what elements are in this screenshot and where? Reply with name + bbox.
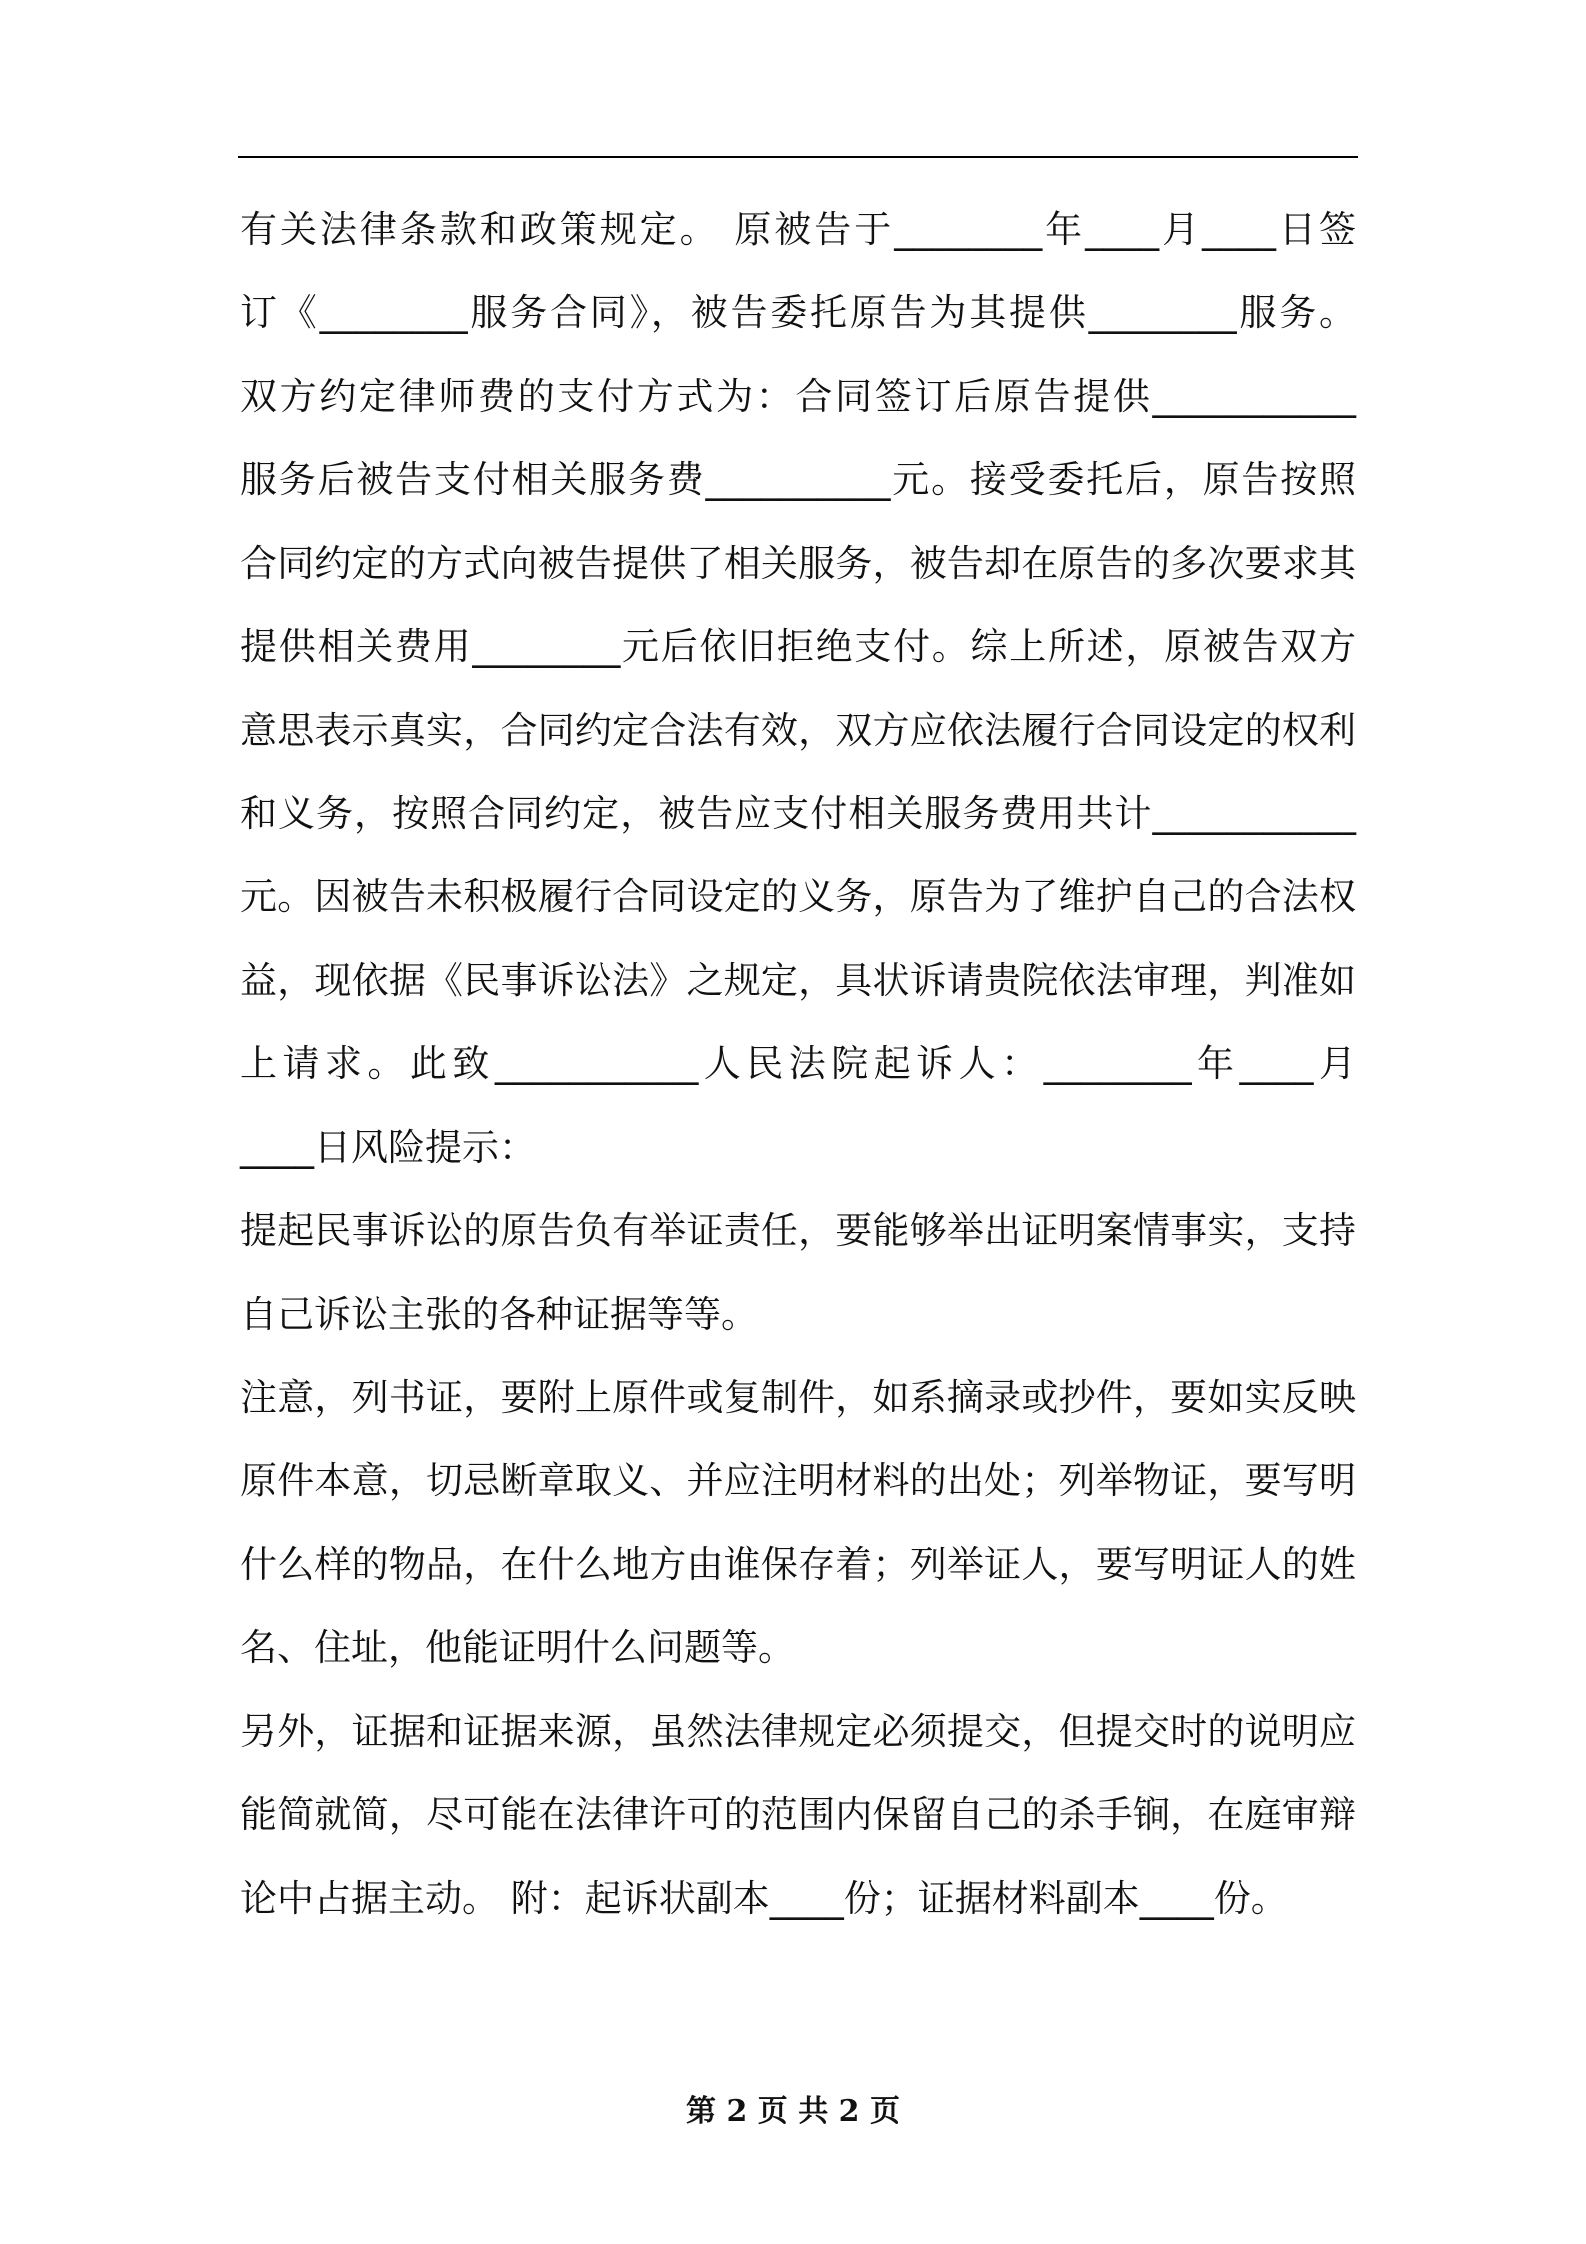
body-line-9: 元。因被告未积极履行合同设定的义务，原告为了维护自己的合法权: [240, 875, 1356, 918]
body-line-16: 原件本意，切忌断章取义、并应注明材料的出处；列举物证，要写明: [240, 1459, 1356, 1502]
body-line-3: 双方约定律师费的支付方式为：合同签订后原告提供___________: [240, 375, 1356, 418]
body-line-20: 能简就简，尽可能在法律许可的范围内保留自己的杀手锏，在庭审辩: [240, 1793, 1356, 1836]
body-line-10: 益，现依据《民事诉讼法》之规定，具状诉请贵院依法审理，判准如: [240, 959, 1356, 1002]
body-line-7: 意思表示真实，合同约定合法有效，双方应依法履行合同设定的权利: [240, 709, 1356, 752]
body-line-4: 服务后被告支付相关服务费__________元。接受委托后，原告按照: [240, 458, 1356, 501]
body-line-18: 名、住址，他能证明什么问题等。: [240, 1626, 795, 1669]
body-line-2: 订《________服务合同》，被告委托原告为其提供________服务。: [240, 291, 1356, 334]
page-number-footer: 第 2 页 共 2 页: [686, 2094, 900, 2129]
body-line-5: 合同约定的方式向被告提供了相关服务，被告却在原告的多次要求其: [240, 542, 1356, 585]
body-line-6: 提供相关费用________元后依旧拒绝支付。综上所述，原被告双方: [240, 625, 1356, 668]
body-line-12: ____日风险提示：: [240, 1126, 536, 1169]
body-line-21: 论中占据主动。 附：起诉状副本____份；证据材料副本____份。: [240, 1877, 1288, 1920]
body-line-1: 有关法律条款和政策规定。 原被告于________年____月____日签: [240, 208, 1356, 251]
body-line-15: 注意，列书证，要附上原件或复制件，如系摘录或抄件，要如实反映: [240, 1376, 1356, 1419]
body-line-17: 什么样的物品，在什么地方由谁保存着；列举证人，要写明证人的姓: [240, 1543, 1356, 1586]
body-line-13: 提起民事诉讼的原告负有举证责任，要能够举出证明案情事实，支持: [240, 1209, 1356, 1252]
body-line-19: 另外，证据和证据来源，虽然法律规定必须提交，但提交时的说明应: [240, 1710, 1356, 1753]
body-line-14: 自己诉讼主张的各种证据等等。: [240, 1293, 758, 1336]
header-rule: [238, 156, 1358, 158]
body-line-8: 和义务，按照合同约定，被告应支付相关服务费用共计___________: [240, 792, 1356, 835]
body-line-11: 上请求。此致___________人民法院起诉人：________年____月: [240, 1042, 1356, 1085]
